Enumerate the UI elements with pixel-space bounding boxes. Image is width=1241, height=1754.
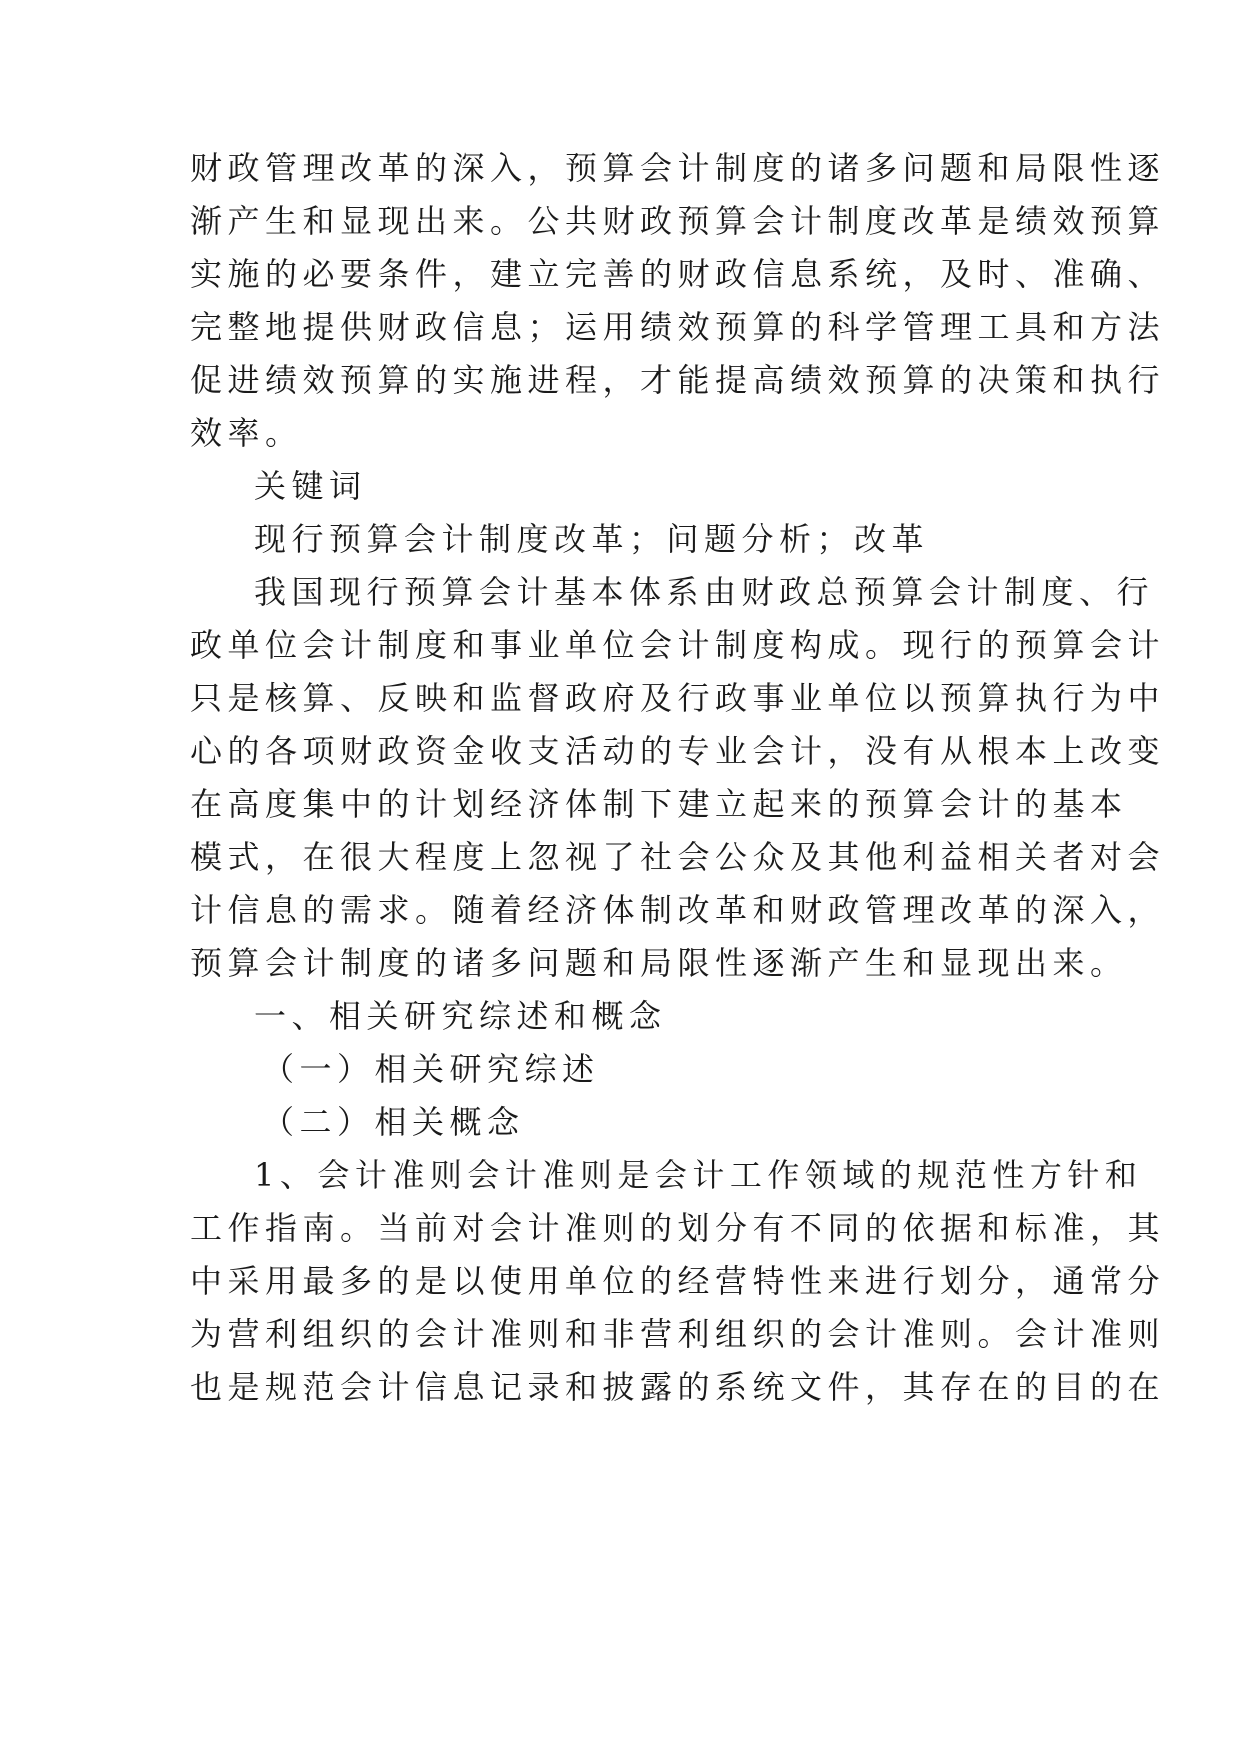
intro-paragraph-line: 促进绩效预算的实施进程，才能提高绩效预算的决策和执行 <box>190 361 1166 399</box>
intro-paragraph-line: 完整地提供财政信息；运用绩效预算的科学管理工具和方法 <box>190 308 1166 346</box>
item-paragraph-line: 也是规范会计信息记录和披露的系统文件，其存在的目的在 <box>190 1368 1166 1406</box>
body-paragraph-line: 我国现行预算会计基本体系由财政总预算会计制度、行 <box>254 573 1155 611</box>
body-paragraph-line: 政单位会计制度和事业单位会计制度构成。现行的预算会计 <box>190 626 1166 664</box>
item-paragraph-line: 为营利组织的会计准则和非营利组织的会计准则。会计准则 <box>190 1315 1166 1353</box>
keywords-text: 现行预算会计制度改革；问题分析；改革 <box>254 520 930 558</box>
intro-paragraph-line: 实施的必要条件，建立完善的财政信息系统，及时、准确、 <box>190 255 1166 293</box>
body-paragraph-line: 只是核算、反映和监督政府及行政事业单位以预算执行为中 <box>190 679 1166 717</box>
intro-paragraph-line: 渐产生和显现出来。公共财政预算会计制度改革是绩效预算 <box>190 202 1166 240</box>
body-paragraph-line: 心的各项财政资金收支活动的专业会计，没有从根本上改变 <box>190 732 1166 770</box>
subsection-heading: （一）相关研究综述 <box>262 1050 600 1088</box>
body-paragraph-line: 在高度集中的计划经济体制下建立起来的预算会计的基本 <box>190 785 1128 823</box>
keywords-heading: 关键词 <box>254 467 367 505</box>
subsection-heading: （二）相关概念 <box>262 1103 525 1141</box>
item-paragraph-line: 1、会计准则会计准则是会计工作领域的规范性方针和 <box>254 1156 1143 1194</box>
intro-paragraph-line: 效率。 <box>190 414 303 452</box>
intro-paragraph-line: 财政管理改革的深入，预算会计制度的诸多问题和局限性逐 <box>190 149 1166 187</box>
body-paragraph-line: 预算会计制度的诸多问题和局限性逐渐产生和显现出来。 <box>190 944 1128 982</box>
item-paragraph-line: 工作指南。当前对会计准则的划分有不同的依据和标准，其 <box>190 1209 1166 1247</box>
body-paragraph-line: 模式，在很大程度上忽视了社会公众及其他利益相关者对会 <box>190 838 1166 876</box>
body-paragraph-line: 计信息的需求。随着经济体制改革和财政管理改革的深入， <box>190 891 1166 929</box>
item-paragraph-line: 中采用最多的是以使用单位的经营特性来进行划分，通常分 <box>190 1262 1166 1300</box>
section-heading: 一、相关研究综述和概念 <box>254 997 667 1035</box>
